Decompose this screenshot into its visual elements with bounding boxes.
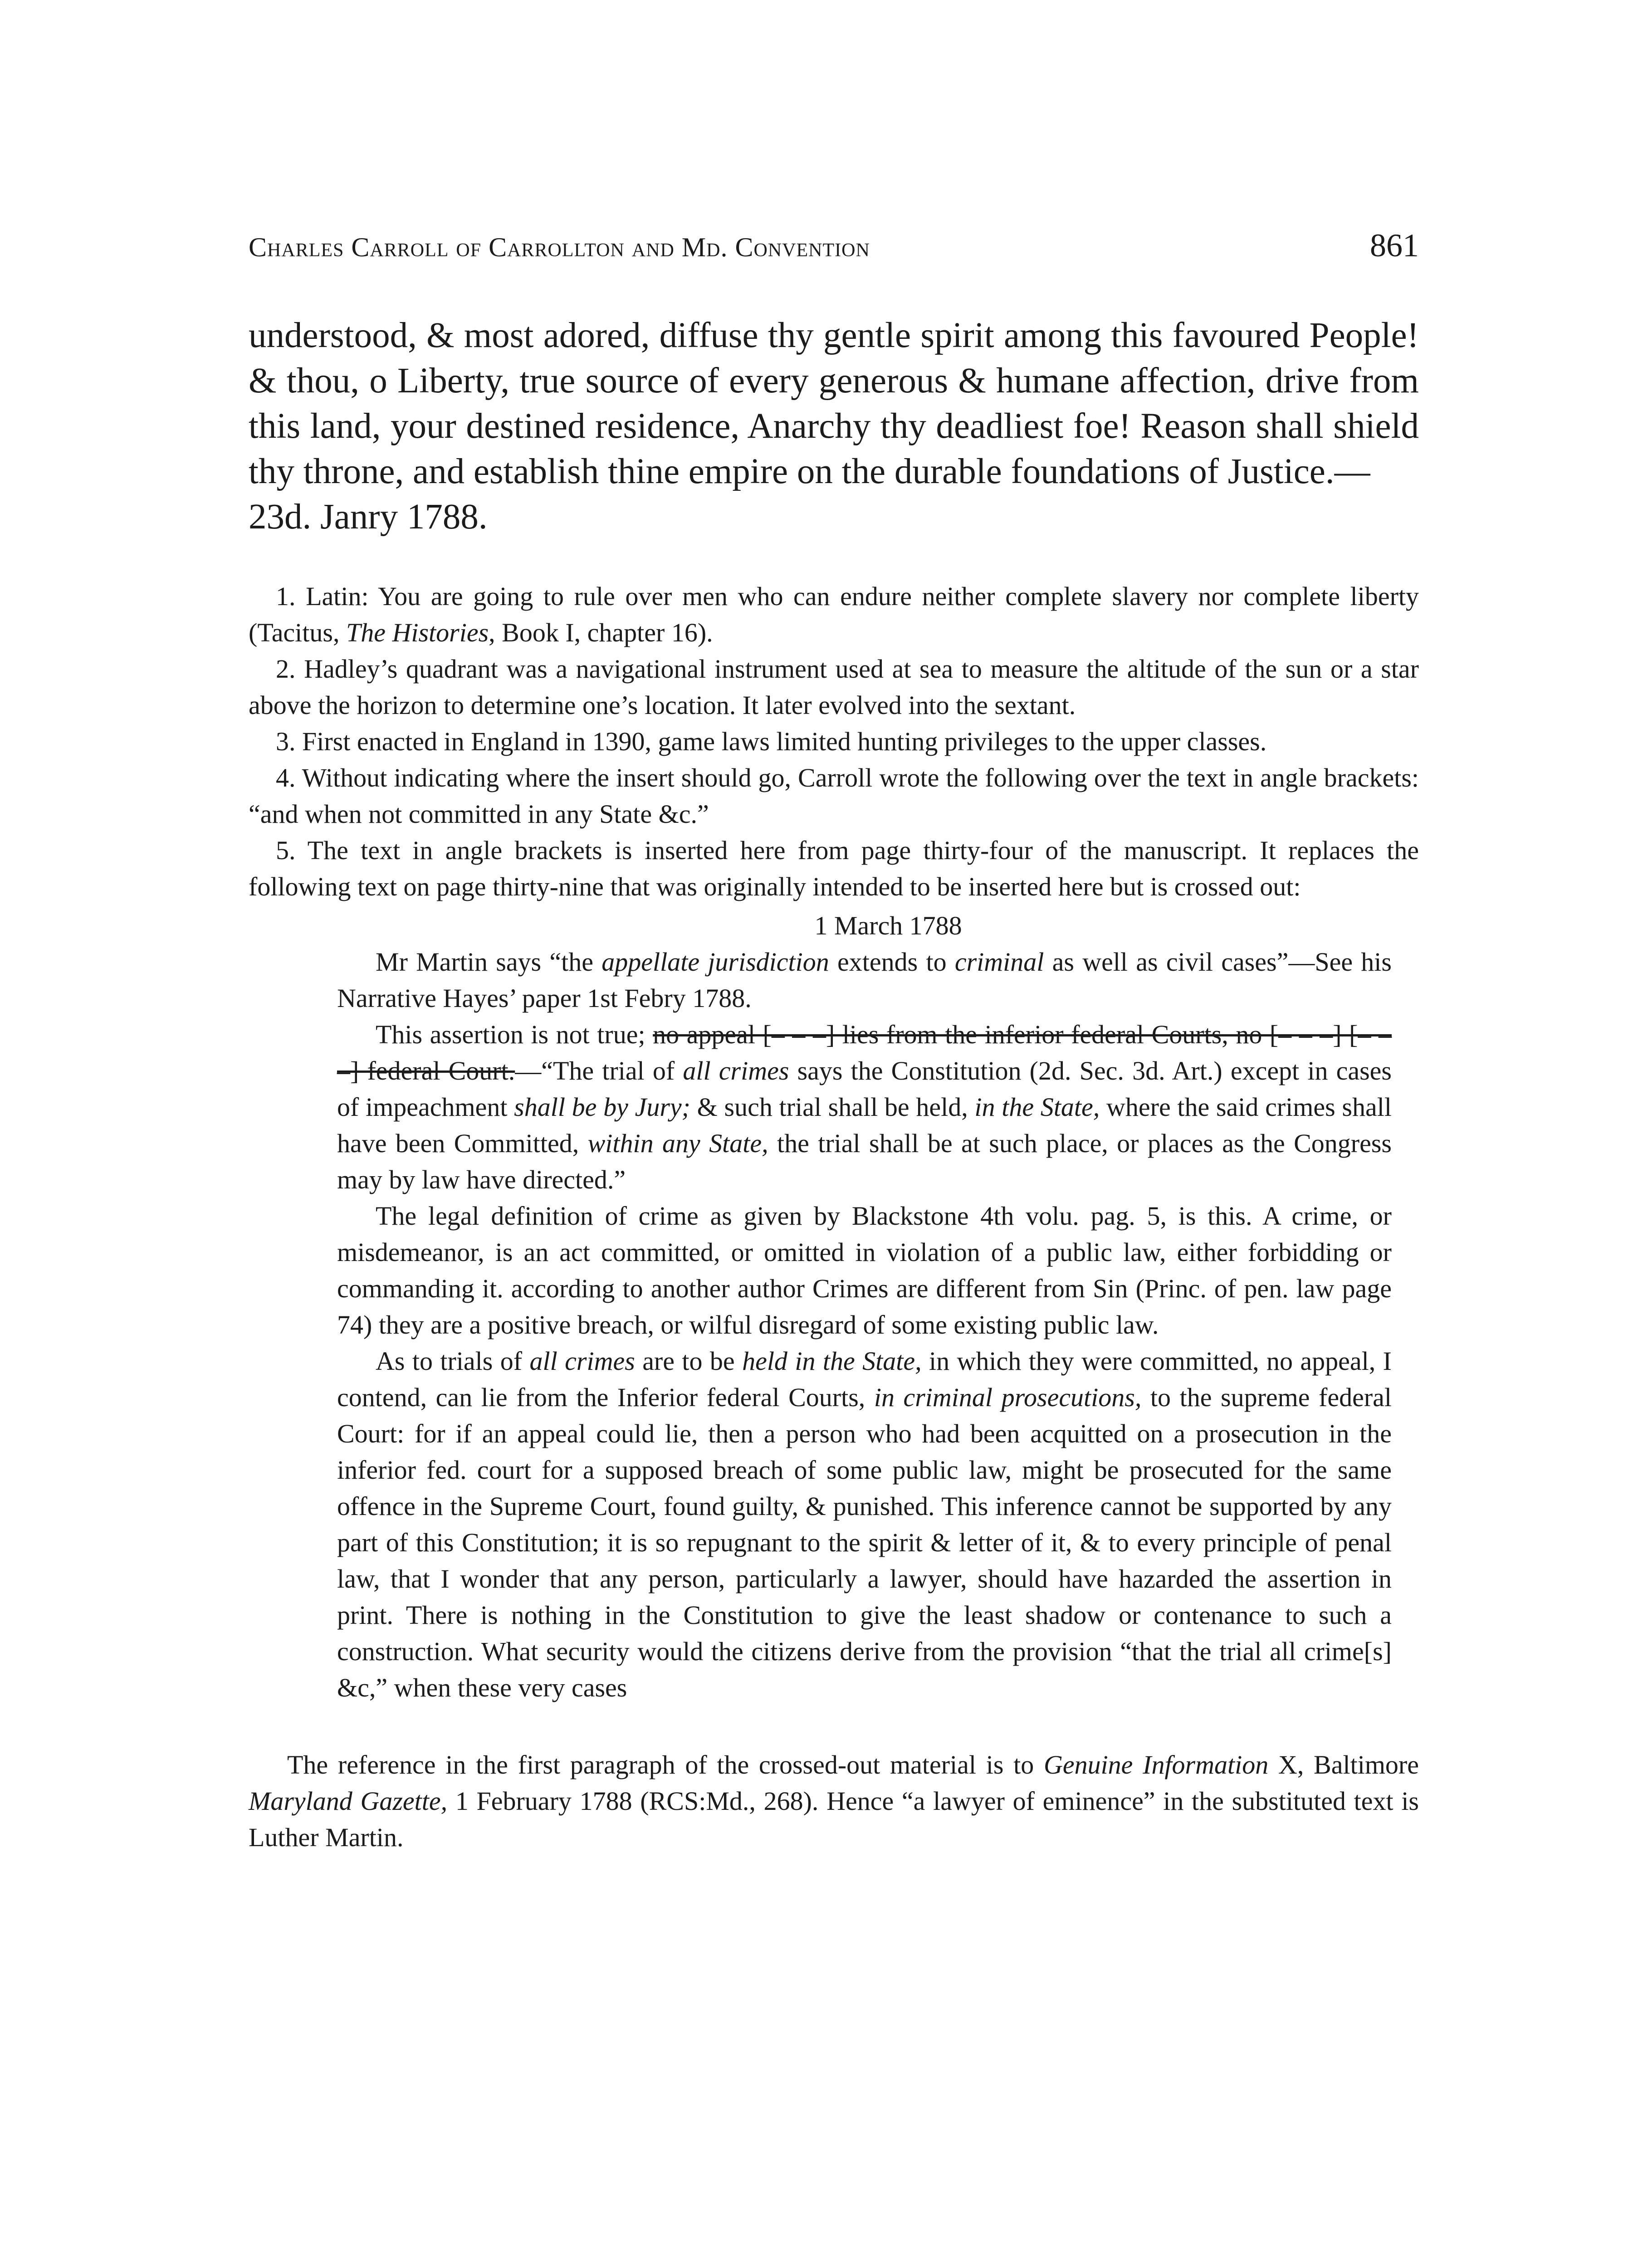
q1-e: as well as civil cases”—See his Narrative Hayes’ paper 1st Febry 1788.	[337, 947, 1392, 1013]
q2-g: in the State,	[974, 1092, 1100, 1122]
quoted-block	[337, 944, 1392, 1706]
editorial-note	[249, 1747, 1419, 1856]
footnote-1-text-c: , Book I, chapter 16).	[489, 618, 713, 647]
footnote-2: 2. Hadley’s quadrant was a navigational instrument used at sea to measure the altitude of the sun or a star above the horizon to determine one’s location. It later evolved into the sextant.	[249, 654, 1419, 720]
q2-c: all crimes	[683, 1056, 789, 1085]
quoted-date: 1 March 1788	[814, 911, 962, 940]
q2-h: where the said crimes shall have been Committed,	[337, 1092, 1392, 1158]
quoted-paragraph-3: The legal definition of crime as given by Blackstone 4th volu. pag. 5, is this. A crime, or misdemeanor, is an act committed, or omitted in violation of a public law, either forbidding or commanding it. according to another author Crimes are different from Sin (Princ. of pen. law page 74) they are a positive breach, or wilful disregard of some existing public law.	[337, 1201, 1392, 1339]
q1-b: appellate jurisdiction	[601, 947, 829, 977]
main-date: 23d. Janry 1788.	[249, 497, 488, 537]
ed-b: Genuine Information	[1043, 1750, 1269, 1779]
q4-d: held in the State,	[742, 1346, 922, 1376]
q2-a: This assertion is not true;	[376, 1020, 653, 1049]
quoted-paragraph-4	[337, 1343, 1392, 1706]
ed-c: X, Baltimore	[1268, 1750, 1419, 1779]
q4-f: in criminal prosecutions,	[874, 1383, 1142, 1412]
footnote-1-title: The Histories	[346, 618, 489, 647]
q2-i: within any State,	[587, 1129, 768, 1158]
page-header	[249, 227, 1419, 281]
main-paragraph: understood, & most adored, diffuse thy gentle spirit among this favoured People! & thou, o Liberty, true source of every generous & humane affection, drive from this land, your destined residence, Anarchy thy deadliest foe! Reason shall shield thy throne, and establish thine empire on the durable foundations of Justice.—	[249, 316, 1419, 491]
footnote-1-text-a: 1. Latin: You are going to rule over men who can endure neither complete slavery nor complete liberty (Tacitus,	[249, 582, 1419, 647]
footnote-3: 3. First enacted in England in 1390, game laws limited hunting privileges to the upper classes.	[276, 727, 1267, 756]
main-text	[249, 313, 1419, 540]
q2-e: shall be by Jury;	[514, 1092, 690, 1122]
footnotes	[249, 578, 1419, 1856]
q1-d: criminal	[954, 947, 1044, 977]
footnote-4: 4. Without indicating where the insert should go, Carroll wrote the following over the text in angle brackets: “and when not committed in any State &c.”	[249, 763, 1419, 829]
page-number: 861	[1370, 227, 1419, 264]
q1-a: Mr Martin says “the	[376, 947, 602, 977]
footnote-1	[249, 578, 1419, 651]
q1-c: extends to	[829, 947, 955, 977]
q2-struck-text: no appeal [– – –] lies from the inferior federal Courts, no [– – –] [– – –] federal Court.	[337, 1020, 1392, 1085]
q4-e: in which they were committed, no appeal, I contend, can lie from the Inferior federal Courts,	[337, 1346, 1392, 1412]
q2-b: —“The trial of	[515, 1056, 683, 1085]
ed-e: 1 February 1788 (RCS:Md., 268). Hence “a lawyer of eminence” in the substituted text is Luther Martin.	[249, 1786, 1419, 1852]
page	[249, 227, 1419, 1882]
running-head: Charles Carroll of Carrollton and Md. Convention	[249, 232, 870, 262]
q2-d: says the Constitution (2d. Sec. 3d. Art.) except in cases of impeachment	[337, 1056, 1392, 1122]
q4-b: all crimes	[529, 1346, 635, 1376]
footnote-5: 5. The text in angle brackets is inserted here from page thirty-four of the manuscript. It replaces the following text on page thirty-nine that was originally intended to be inserted here but is crossed out:	[249, 836, 1419, 901]
quoted-paragraph-1	[337, 944, 1392, 1017]
quoted-paragraph-2	[337, 1017, 1392, 1198]
q4-a: As to trials of	[376, 1346, 530, 1376]
q4-c: are to be	[635, 1346, 743, 1376]
q4-g: to the supreme federal Court: for if an appeal could lie, then a person who had been acquitted on a prosecution in the inferior fed. court for a supposed breach of some public law, might be prosecuted for the same offence in the Supreme Court, found guilty, & punished. This inference cannot be supported by any part of this Constitution; it is so repugnant to the spirit & letter of it, & to every principle of penal law, that I wonder that any person, particularly a lawyer, should have hazarded the assertion in print. There is nothing in the Constitution to give the least shadow or contenance to such a construction. What security would the citizens derive from the provision “that the trial all crime[s] &c,” when these very cases	[337, 1383, 1392, 1702]
q2-f: & such trial shall be held,	[690, 1092, 975, 1122]
ed-a: The reference in the first paragraph of the crossed-out material is to	[287, 1750, 1044, 1779]
q2-j: the trial shall be at such place, or places as the Congress may by law have directed.”	[337, 1129, 1392, 1194]
ed-d: Maryland Gazette,	[249, 1786, 448, 1816]
